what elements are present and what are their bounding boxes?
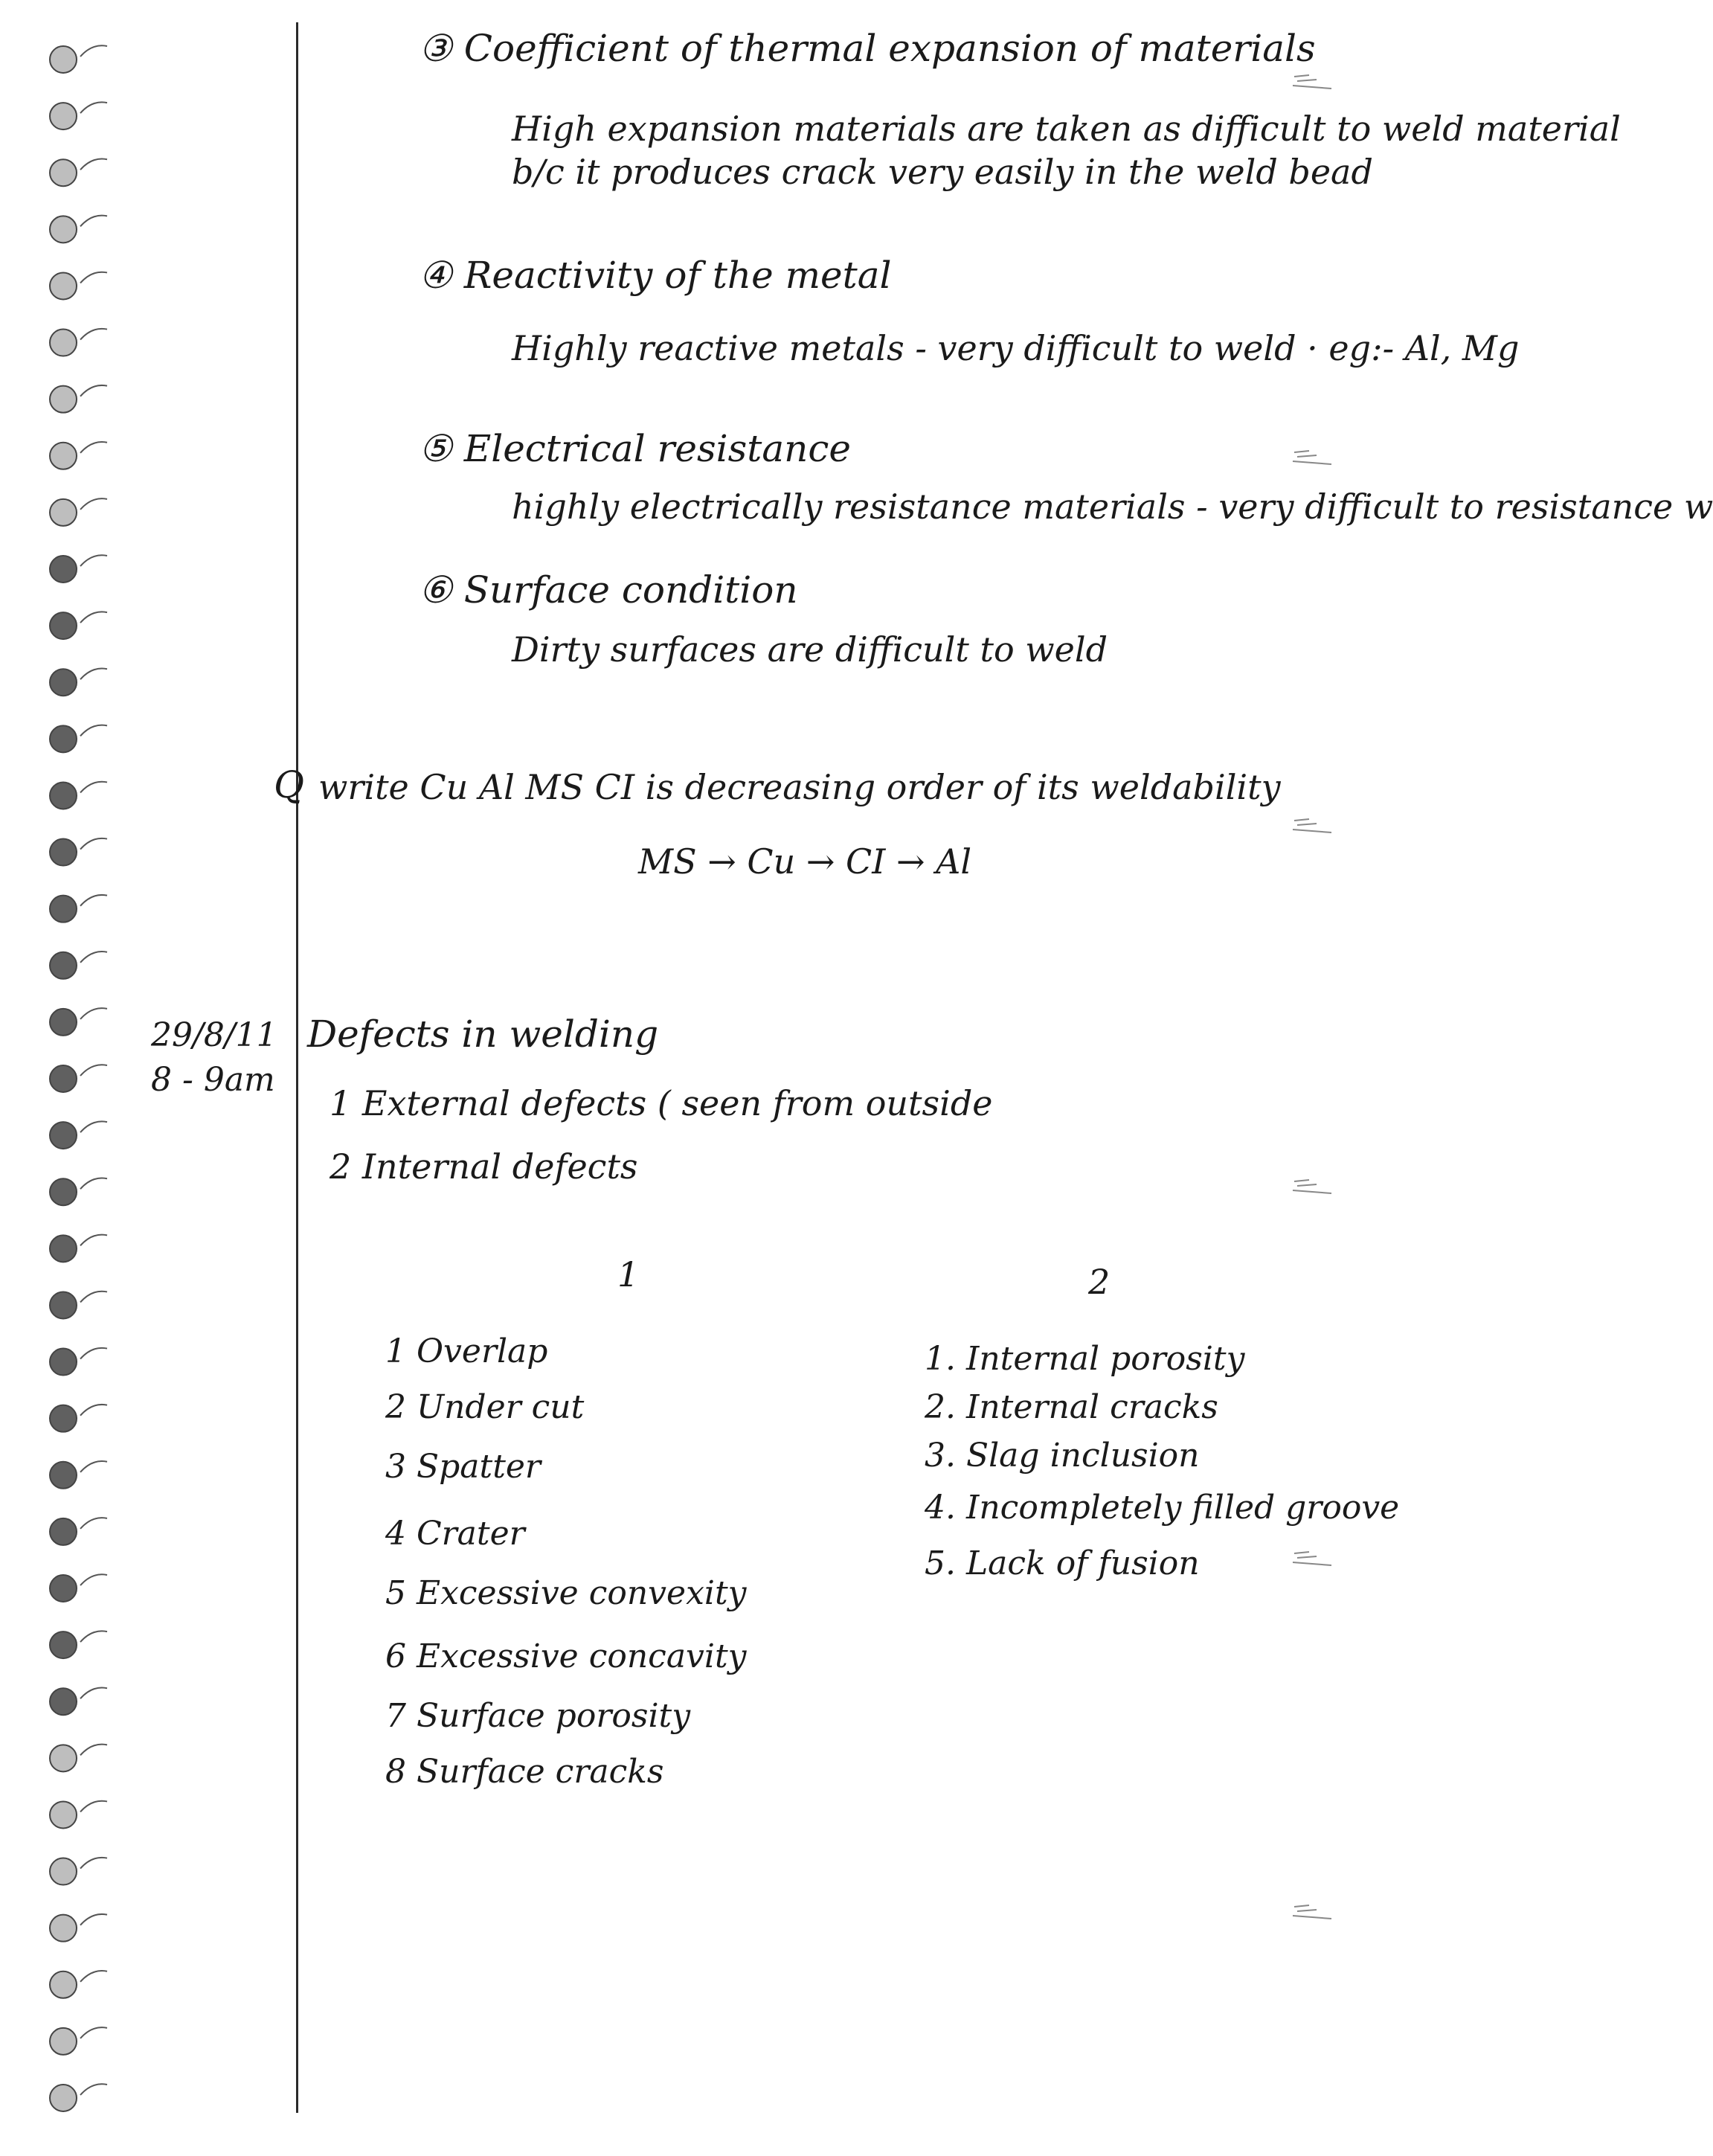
spiral-hook bbox=[80, 498, 107, 510]
question-prompt: write Cu Al MS CI is decreasing order of its weldability bbox=[318, 767, 1281, 807]
spiral-hole bbox=[50, 2085, 77, 2111]
spiral-hook bbox=[80, 385, 107, 397]
spiral-hook bbox=[80, 555, 107, 566]
scan-mark bbox=[1287, 1175, 1346, 1198]
spiral-hole bbox=[50, 2028, 77, 2055]
spiral-hook bbox=[80, 45, 107, 57]
spiral-hole bbox=[50, 1292, 77, 1318]
spiral-hook bbox=[80, 1631, 107, 1642]
spiral-hook bbox=[80, 272, 107, 283]
spiral-hole bbox=[50, 782, 77, 809]
question-answer: MS → Cu → CI → Al bbox=[638, 841, 972, 882]
spiral-hook bbox=[80, 895, 107, 906]
date-time: 8 - 9am bbox=[151, 1061, 275, 1099]
spiral-hook bbox=[80, 612, 107, 623]
spiral-hook bbox=[80, 442, 107, 453]
spiral-hole bbox=[50, 103, 77, 129]
spiral-hole bbox=[50, 725, 77, 752]
internal-defect-item: 3. Slag inclusion bbox=[925, 1437, 1200, 1475]
spiral-hook bbox=[80, 1008, 107, 1019]
spiral-hole bbox=[50, 1462, 77, 1489]
spiral-hook bbox=[80, 838, 107, 850]
text-reactivity: Highly reactive metals - very difficult to weld · eg:- Al, Mg bbox=[512, 328, 1520, 368]
spiral-hook bbox=[80, 1687, 107, 1698]
spiral-hole bbox=[50, 1971, 77, 1998]
spiral-hole bbox=[50, 1009, 77, 1036]
spiral-hook bbox=[80, 1292, 107, 1303]
spiral-hook bbox=[80, 725, 107, 737]
spiral-hole bbox=[50, 1688, 77, 1715]
heading-electrical-resistance: ⑤ Electrical resistance bbox=[419, 427, 851, 470]
external-defect-item: 8 Surface cracks bbox=[385, 1753, 664, 1791]
spiral-hook bbox=[80, 1178, 107, 1189]
defect-type-2: 2 Internal defects bbox=[330, 1146, 638, 1187]
spiral-hook bbox=[80, 1235, 107, 1246]
spiral-hole bbox=[50, 612, 77, 639]
spiral-hole bbox=[50, 556, 77, 583]
external-defect-item: 4 Crater bbox=[385, 1515, 525, 1553]
question-marker: Q bbox=[274, 763, 304, 806]
heading-surface-condition: ⑥ Surface condition bbox=[419, 568, 798, 612]
text-thermal-expansion: High expansion materials are taken as difficult to weld material bbox=[512, 109, 1621, 149]
spiral-hook bbox=[80, 102, 107, 113]
external-defect-item: 5 Excessive convexity bbox=[385, 1574, 747, 1612]
spiral-hook bbox=[80, 158, 107, 170]
spiral-hole bbox=[50, 1349, 77, 1376]
spiral-hole bbox=[50, 1915, 77, 1942]
spiral-hook bbox=[80, 1971, 107, 1982]
internal-defect-item: 2. Internal cracks bbox=[925, 1388, 1218, 1426]
spiral-hole bbox=[50, 216, 77, 243]
internal-column-header: 2 bbox=[1088, 1262, 1111, 1302]
spiral-hole bbox=[50, 839, 77, 866]
spiral-hook bbox=[80, 1518, 107, 1529]
spiral-hole bbox=[50, 1575, 77, 1602]
spiral-hook bbox=[80, 1405, 107, 1416]
spiral-hook bbox=[80, 1065, 107, 1076]
scan-mark bbox=[1287, 1547, 1346, 1570]
scan-mark bbox=[1287, 446, 1346, 469]
defects-title: Defects in welding bbox=[307, 1013, 659, 1056]
internal-defect-item: 5. Lack of fusion bbox=[925, 1544, 1200, 1582]
spiral-hole bbox=[50, 1518, 77, 1545]
spiral-hole bbox=[50, 443, 77, 469]
spiral-hook bbox=[80, 1801, 107, 1812]
spiral-hook bbox=[80, 2027, 107, 2038]
spiral-hook bbox=[80, 2084, 107, 2095]
spiral-hook bbox=[80, 1858, 107, 1869]
scan-mark bbox=[1287, 815, 1346, 837]
internal-defect-item: 1. Internal porosity bbox=[925, 1340, 1245, 1378]
spiral-hook bbox=[80, 952, 107, 963]
text-electrical-resistance: highly electrically resistance materials - very difficult to resistance w bbox=[512, 487, 1713, 527]
spiral-hook bbox=[80, 1745, 107, 1756]
margin-rule bbox=[296, 22, 298, 2113]
spiral-hook bbox=[80, 329, 107, 340]
spiral-hole bbox=[50, 386, 77, 413]
spiral-binding bbox=[30, 30, 126, 2128]
spiral-hole bbox=[50, 669, 77, 696]
scan-mark bbox=[1287, 1901, 1346, 1923]
external-column-header: 1 bbox=[617, 1254, 640, 1294]
spiral-hook bbox=[80, 1461, 107, 1472]
external-defect-item: 1 Overlap bbox=[385, 1332, 548, 1370]
spiral-hole bbox=[50, 1632, 77, 1658]
defect-type-1: 1 External defects ( seen from outside bbox=[330, 1083, 993, 1123]
spiral-hole bbox=[50, 159, 77, 186]
external-defect-item: 7 Surface porosity bbox=[385, 1697, 691, 1735]
spiral-hole bbox=[50, 46, 77, 73]
text-surface-condition: Dirty surfaces are difficult to weld bbox=[512, 629, 1108, 670]
spiral-hole bbox=[50, 1122, 77, 1149]
spiral-hole bbox=[50, 1858, 77, 1885]
heading-reactivity: ④ Reactivity of the metal bbox=[419, 254, 892, 297]
spiral-hole bbox=[50, 1405, 77, 1432]
spiral-hook bbox=[80, 216, 107, 227]
spiral-hook bbox=[80, 1914, 107, 1925]
text-thermal-expansion-2: b/c it produces crack very easily in the weld bead bbox=[512, 152, 1373, 192]
spiral-hole bbox=[50, 272, 77, 299]
spiral-hole bbox=[50, 1801, 77, 1828]
external-defect-item: 2 Under cut bbox=[385, 1388, 585, 1426]
spiral-hook bbox=[80, 782, 107, 793]
date-day: 29/8/11 bbox=[151, 1016, 277, 1054]
spiral-hook bbox=[80, 1121, 107, 1132]
external-defect-item: 6 Excessive concavity bbox=[385, 1637, 747, 1675]
spiral-hole bbox=[50, 1065, 77, 1092]
spiral-hook bbox=[80, 1348, 107, 1359]
spiral-hole bbox=[50, 499, 77, 526]
spiral-hook bbox=[80, 1574, 107, 1585]
scan-mark bbox=[1287, 71, 1346, 93]
spiral-hook bbox=[80, 668, 107, 679]
spiral-hole bbox=[50, 896, 77, 923]
spiral-hole bbox=[50, 1235, 77, 1262]
spiral-hole bbox=[50, 952, 77, 979]
external-defect-item: 3 Spatter bbox=[385, 1448, 541, 1486]
heading-thermal-expansion: ③ Coefficient of thermal expansion of materials bbox=[419, 27, 1316, 70]
spiral-hole bbox=[50, 330, 77, 356]
spiral-hole bbox=[50, 1745, 77, 1771]
internal-defect-item: 4. Incompletely filled groove bbox=[925, 1489, 1400, 1527]
spiral-hole bbox=[50, 1178, 77, 1205]
